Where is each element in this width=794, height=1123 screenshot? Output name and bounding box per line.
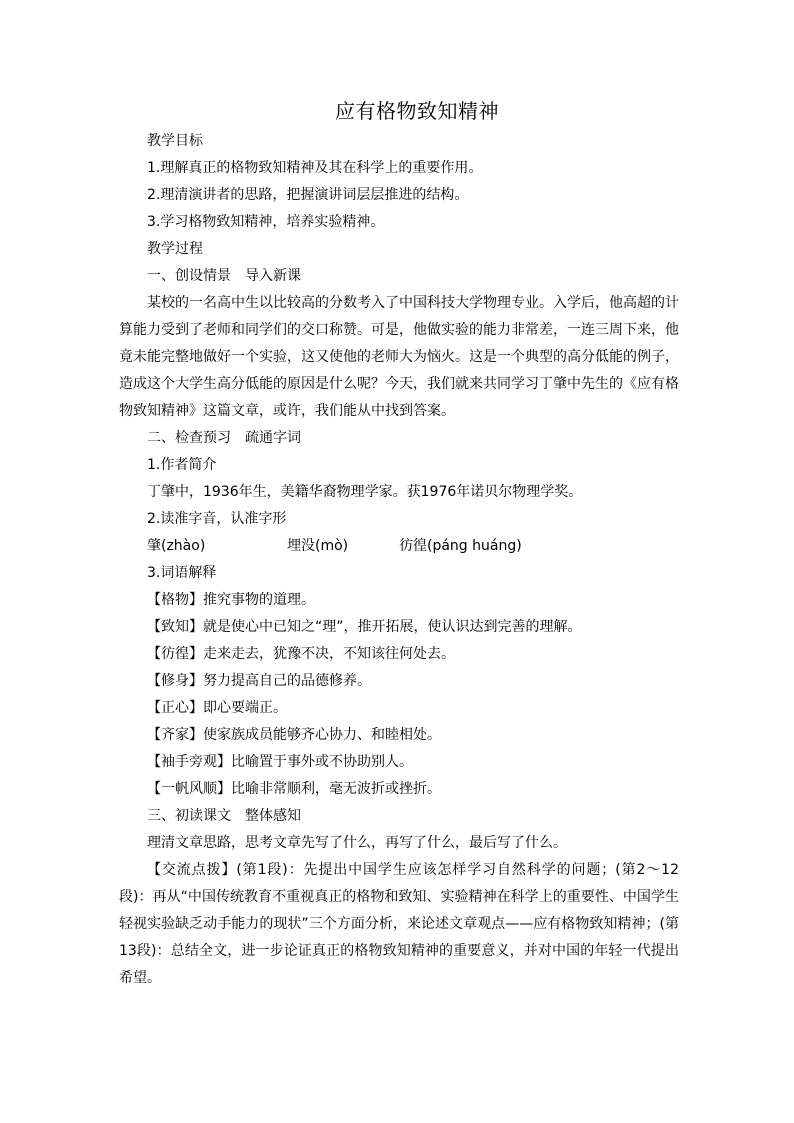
intro-paragraph: 某校的一名高中生以比较高的分数考入了中国科技大学物理专业。入学后，他高超的计算能力受到了老师和同学们的交口称赞。可是，他做实验的能力非常差，一连三周下来，他竟未能完整地做好一个实验，这又使他的老师大为恼火。这是一个典型的高分低能的例子，造成这个大学生高分低能的原因是什么呢？今天，我们就来共同学习丁肇中先生的《应有格物致知精神》这篇文章，或许，我们能从中找到答案。 xyxy=(119,295,679,419)
pronunciation-item: 肇(zhào) xyxy=(147,538,206,554)
vocab-item: 【格物】推究事物的道理。 xyxy=(147,592,315,608)
process-heading: 教学过程 xyxy=(147,241,203,257)
vocab-item: 【正心】即心要端正。 xyxy=(147,700,287,716)
vocab-item: 【一帆风顺】比喻非常顺利，毫无波折或挫折。 xyxy=(147,781,441,797)
objective-item: 2.理清演讲者的思路，把握演讲词层层推进的结构。 xyxy=(147,187,469,203)
pronunciation-item: 埋没(mò) xyxy=(287,538,349,554)
pronunciation-heading: 2.读准字音，认准字形 xyxy=(147,511,287,527)
vocab-item: 【齐家】使家族成员能够齐心协力、和睦相处。 xyxy=(147,727,441,743)
objective-item: 1.理解真正的格物致知精神及其在科学上的重要作用。 xyxy=(147,160,483,176)
author-paragraph: 丁肇中，1936年生，美籍华裔物理学家。获1976年诺贝尔物理学奖。 xyxy=(147,484,583,500)
document-title: 应有格物致知精神 xyxy=(335,99,499,123)
guide-paragraph: 【交流点拨】(第1段)：先提出中国学生应该怎样学习自然科学的问题；(第2～12段)：再从“中国传统教育不重视真正的格物和致知、实验精神在科学上的重要性、中国学生轻视实验缺乏动手能力的现状”三个方面分析，来论述文章观点——应有格物致知精神；(第13段)：总结全文，进一步论证真正的格物致知精神的重要意义，并对中国的年轻一代提出希望。 xyxy=(119,862,679,986)
document-body xyxy=(119,128,679,992)
vocab-item: 【致知】就是使心中已知之“理”，推开拓展，使认识达到完善的理解。 xyxy=(147,619,582,635)
objectives-heading: 教学目标 xyxy=(147,133,203,149)
pronunciation-row xyxy=(119,533,679,560)
section-heading: 三、初读课文 整体感知 xyxy=(147,808,301,824)
author-heading: 1.作者简介 xyxy=(147,457,217,473)
objective-item: 3.学习格物致知精神，培养实验精神。 xyxy=(147,214,385,230)
section3-intro: 理清文章思路，思考文章先写了什么，再写了什么，最后写了什么。 xyxy=(147,835,567,851)
vocab-heading: 3.词语解释 xyxy=(147,565,217,581)
section-heading: 二、检查预习 疏通字词 xyxy=(147,430,301,446)
vocab-item: 【修身】努力提高自己的品德修养。 xyxy=(147,673,371,689)
vocab-item: 【彷徨】走来走去，犹豫不决，不知该往何处去。 xyxy=(147,646,455,662)
vocab-item: 【袖手旁观】比喻置于事外或不协助别人。 xyxy=(147,754,413,770)
section-heading: 一、创设情景 导入新课 xyxy=(147,268,301,284)
pronunciation-item: 彷徨(páng huáng) xyxy=(399,538,522,554)
